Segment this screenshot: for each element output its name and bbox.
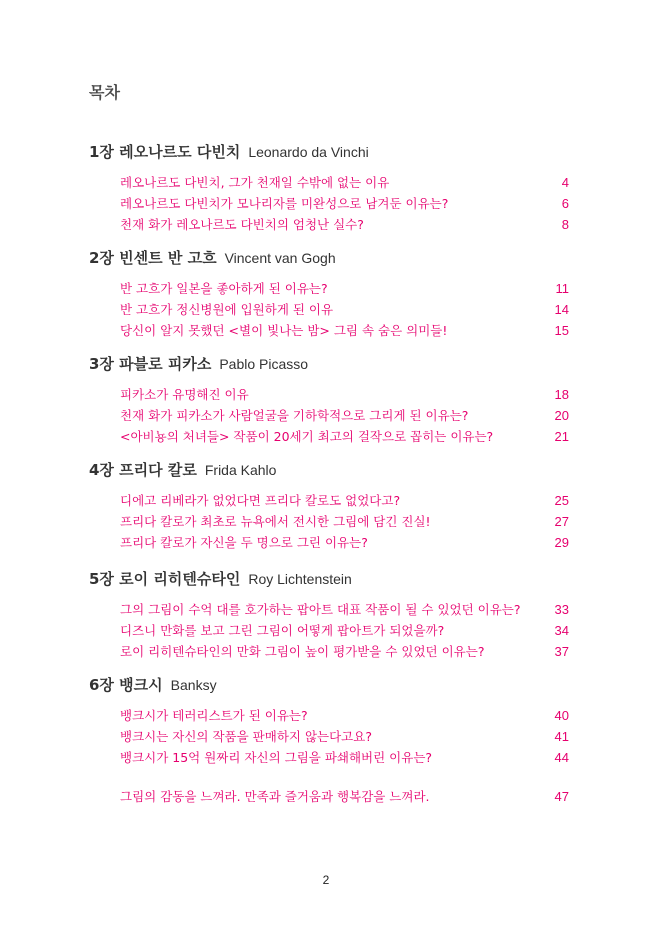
entry-title: 당신이 알지 못했던 <별이 빛나는 밤> 그림 속 숨은 의미들! <box>120 323 448 338</box>
entry-title: 디에고 리베라가 없었다면 프리다 칼로도 없었다고? <box>120 493 401 508</box>
entry-page: 14 <box>554 302 569 317</box>
entry-page: 40 <box>554 708 569 723</box>
entry-title: 천재 화가 레오나르도 다빈치의 엄청난 실수? <box>120 217 364 232</box>
entry-title: 천재 화가 피카소가 사람얼굴을 기하학적으로 그리게 된 이유는? <box>120 408 469 423</box>
toc-entry[interactable] <box>89 427 569 448</box>
entry-title: 반 고흐가 정신병원에 입원하게 된 이유 <box>120 302 334 317</box>
chapter-title-ko: 3장 파블로 피카소 <box>89 355 212 373</box>
entry-title: 뱅크시가 15억 원짜리 자신의 그림을 파쇄해버린 이유는? <box>120 750 433 765</box>
entry-page: 21 <box>554 429 569 444</box>
entry-page: 25 <box>554 493 569 508</box>
chapter-title-en: Frida Kahlo <box>204 462 277 478</box>
entry-title: <아비뇽의 처녀들> 작품이 20세기 최고의 걸작으로 꼽히는 이유는? <box>120 429 494 444</box>
entry-title: 프리다 칼로가 최초로 뉴욕에서 전시한 그림에 담긴 진실! <box>120 514 431 529</box>
toc-entry[interactable] <box>89 300 569 321</box>
chapter-title-ko: 5장 로이 리히텐슈타인 <box>89 570 241 588</box>
toc-entry[interactable] <box>89 279 569 300</box>
entry-title: 그림의 감동을 느껴라. 만족과 즐거움과 행복감을 느껴라. <box>120 789 430 804</box>
chapter-heading <box>89 568 569 590</box>
chapter-title-ko: 6장 뱅크시 <box>89 676 163 694</box>
toc-entry[interactable] <box>89 406 569 427</box>
entry-page: 11 <box>555 281 569 296</box>
chapter-title-en: Roy Lichtenstein <box>248 571 352 587</box>
entry-page: 41 <box>554 729 569 744</box>
entry-title: 레오나르도 다빈치가 모나리자를 미완성으로 남겨둔 이유는? <box>120 196 449 211</box>
entry-page: 44 <box>554 750 569 765</box>
entry-page: 27 <box>554 514 569 529</box>
entry-title: 레오나르도 다빈치, 그가 천재일 수밖에 없는 이유 <box>120 175 390 190</box>
toc-entry[interactable] <box>89 727 569 748</box>
entry-page: 20 <box>554 408 569 423</box>
entry-page: 37 <box>554 644 569 659</box>
page-number: 2 <box>322 873 330 887</box>
entry-title: 반 고흐가 일본을 좋아하게 된 이유는? <box>120 281 328 296</box>
chapter-title-en: Pablo Picasso <box>219 356 309 372</box>
entry-title: 디즈니 만화를 보고 그린 그림이 어떻게 팝아트가 되었을까? <box>120 623 445 638</box>
toc-entry[interactable] <box>89 621 569 642</box>
entry-page: 33 <box>554 602 569 617</box>
chapter-title-ko: 2장 빈센트 반 고흐 <box>89 249 217 267</box>
chapter-3 <box>89 353 569 448</box>
toc-entry[interactable] <box>89 748 569 769</box>
entry-page: 34 <box>554 623 569 638</box>
entry-page: 18 <box>554 387 569 402</box>
entry-page: 6 <box>561 196 569 211</box>
chapter-5 <box>89 568 569 663</box>
closing-section <box>89 787 569 808</box>
entry-page: 4 <box>561 175 569 190</box>
chapter-2 <box>89 247 569 342</box>
chapter-4 <box>89 459 569 554</box>
chapter-1 <box>89 141 569 236</box>
toc-entry[interactable] <box>89 194 569 215</box>
entry-title: 피카소가 유명해진 이유 <box>120 387 249 402</box>
entry-page: 47 <box>554 789 569 804</box>
chapter-6 <box>89 674 569 769</box>
toc-entry[interactable] <box>89 533 569 554</box>
toc-entry[interactable] <box>89 642 569 663</box>
chapter-heading <box>89 459 569 481</box>
chapter-heading <box>89 247 569 269</box>
toc-entry[interactable] <box>89 321 569 342</box>
toc-title: 목차 <box>89 83 120 102</box>
chapter-title-en: Vincent van Gogh <box>224 250 336 266</box>
chapter-title-en: Leonardo da Vinchi <box>248 144 369 160</box>
entry-title: 프리다 칼로가 자신을 두 명으로 그린 이유는? <box>120 535 368 550</box>
toc-entry[interactable] <box>89 215 569 236</box>
chapter-title-en: Banksy <box>170 677 217 693</box>
chapter-heading <box>89 353 569 375</box>
toc-entry[interactable] <box>89 491 569 512</box>
chapter-heading <box>89 141 569 163</box>
entry-title: 뱅크시는 자신의 작품을 판매하지 않는다고요? <box>120 729 372 744</box>
entry-title: 로이 리히텐슈타인의 만화 그림이 높이 평가받을 수 있었던 이유는? <box>120 644 485 659</box>
toc-entry-closing[interactable] <box>89 787 569 808</box>
chapter-title-ko: 1장 레오나르도 다빈치 <box>89 143 241 161</box>
entry-page: 15 <box>554 323 569 338</box>
chapter-heading <box>89 674 569 696</box>
entry-page: 8 <box>561 217 569 232</box>
toc-entry[interactable] <box>89 173 569 194</box>
entry-title: 뱅크시가 테러리스트가 된 이유는? <box>120 708 308 723</box>
entry-title: 그의 그림이 수억 대를 호가하는 팝아트 대표 작품이 될 수 있었던 이유는? <box>120 602 521 617</box>
chapter-title-ko: 4장 프리다 칼로 <box>89 461 197 479</box>
entry-page: 29 <box>554 535 569 550</box>
toc-entry[interactable] <box>89 600 569 621</box>
toc-entry[interactable] <box>89 512 569 533</box>
toc-entry[interactable] <box>89 385 569 406</box>
toc-entry[interactable] <box>89 706 569 727</box>
